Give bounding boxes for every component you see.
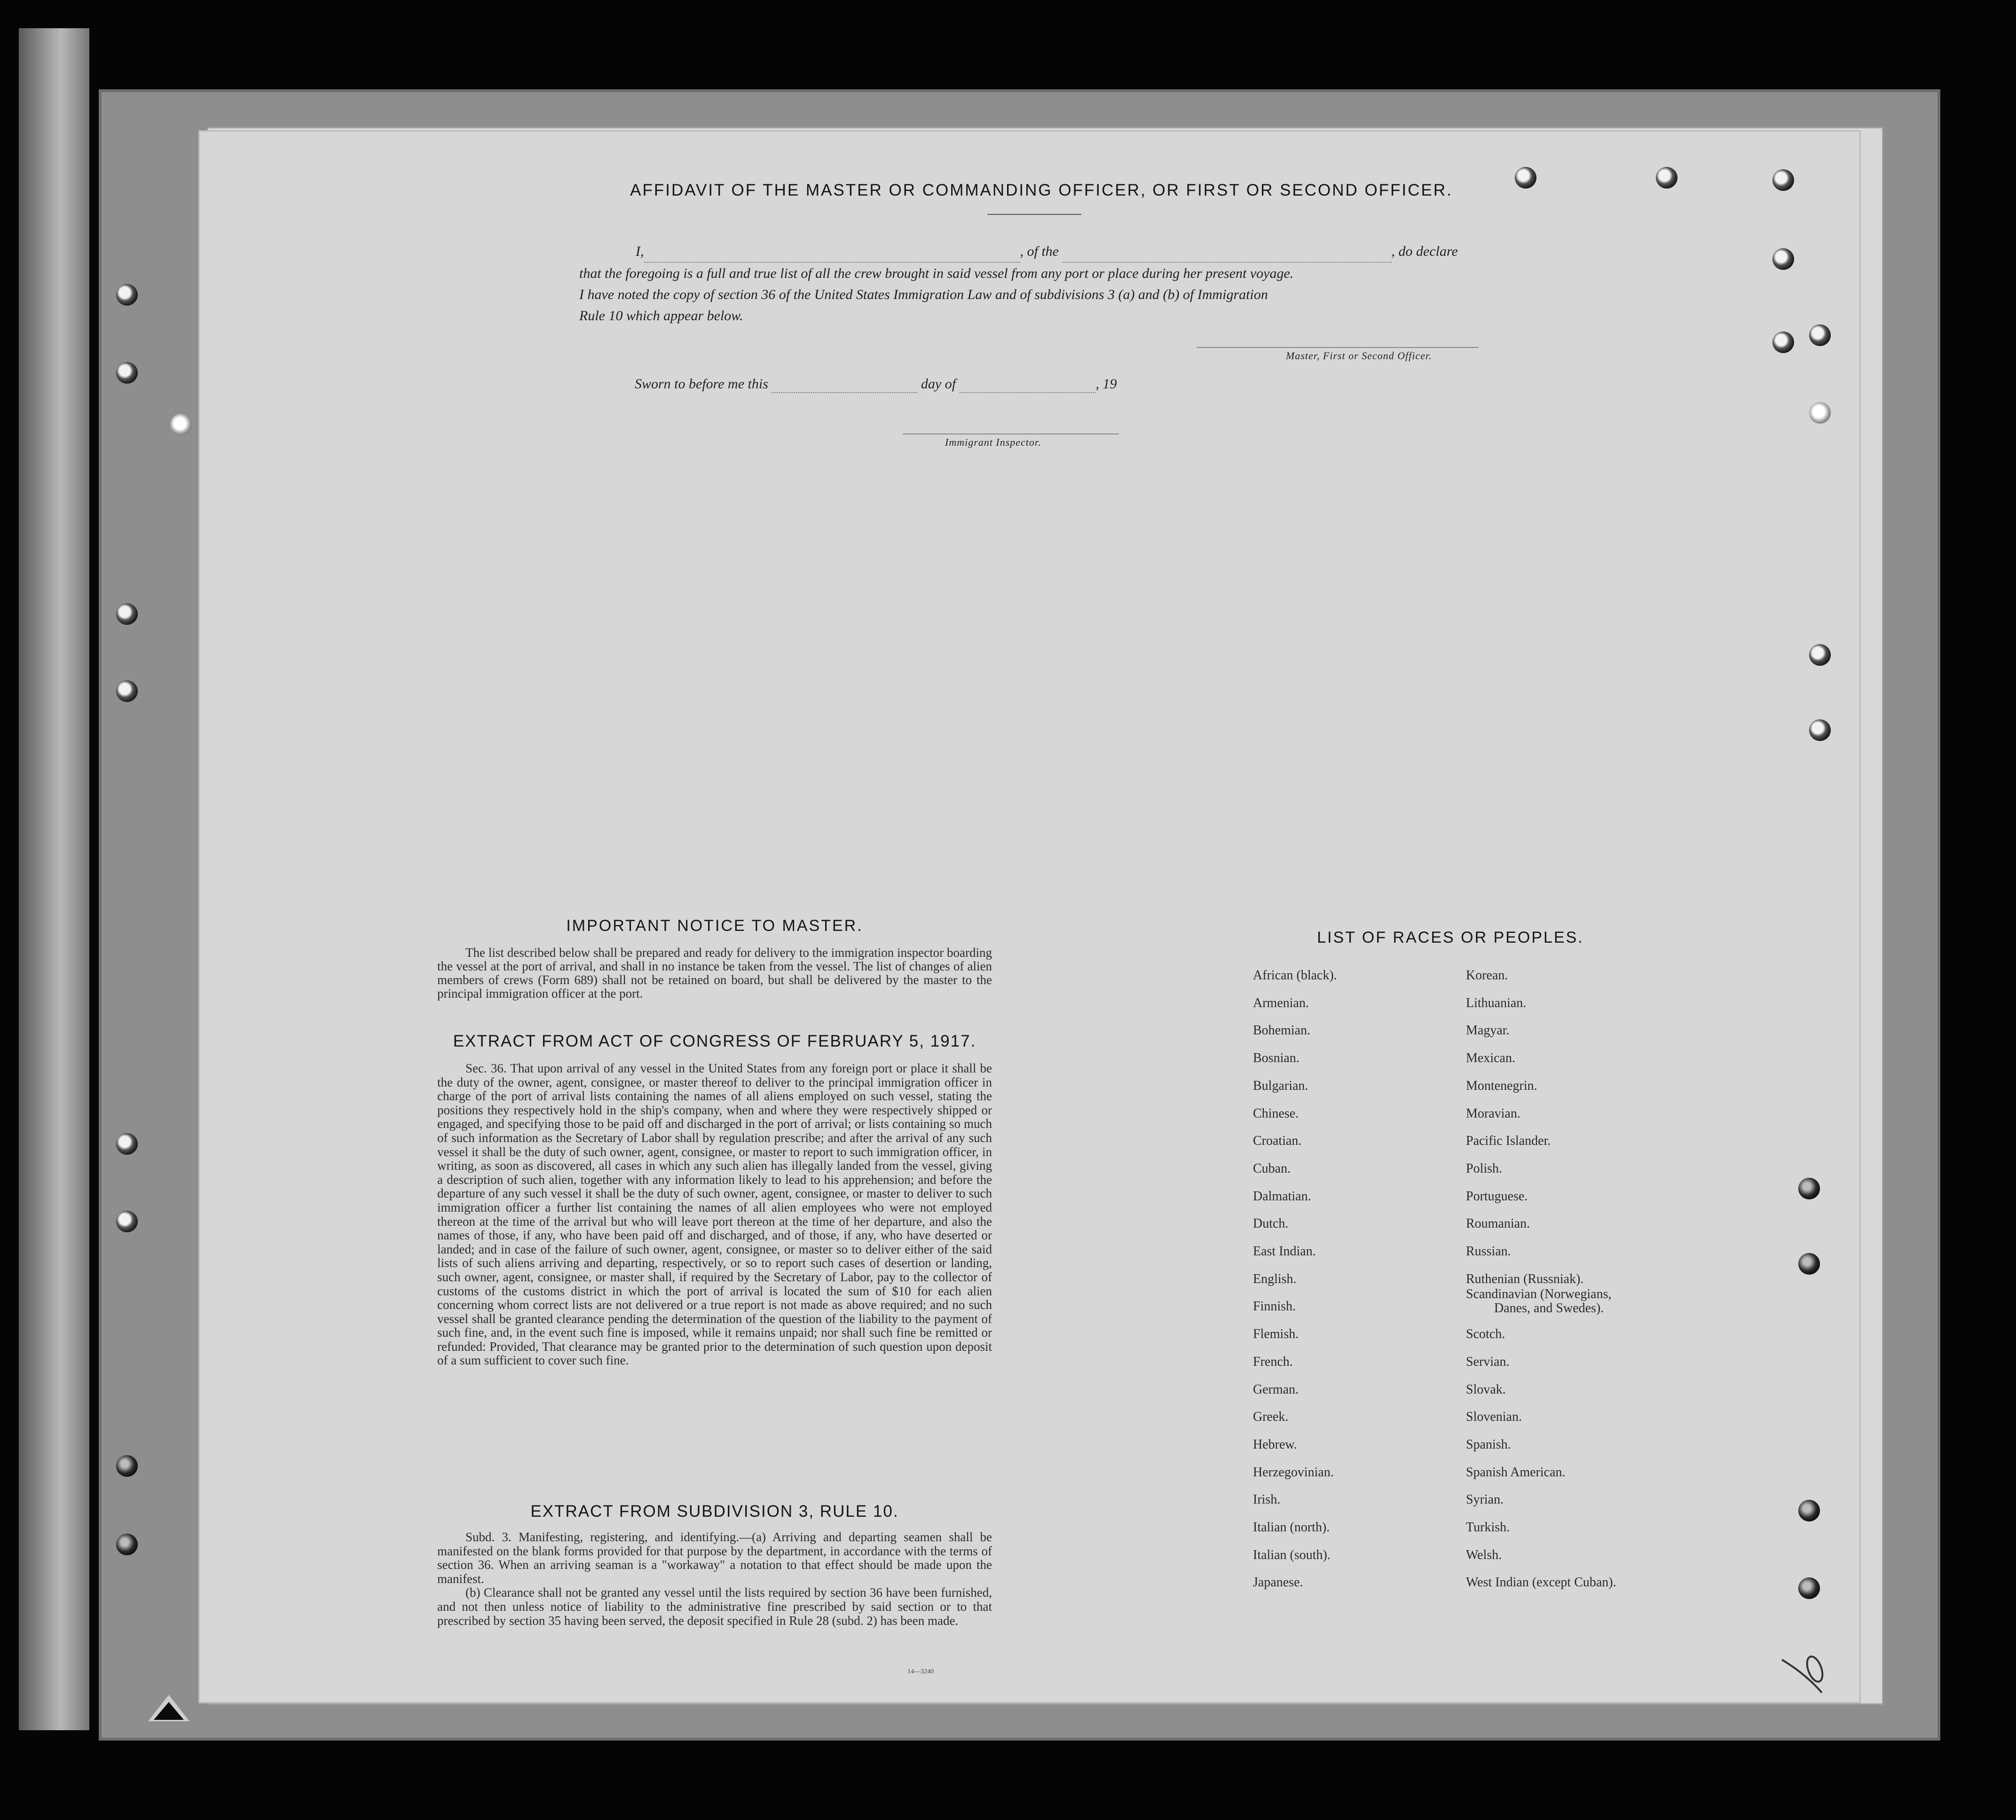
races-title: LIST OF RACES OR PEOPLES. <box>1317 929 1584 946</box>
affidavit-title: AFFIDAVIT OF THE MASTER OR COMMANDING OFFICER, OR FIRST OR SECOND OFFICER. <box>630 181 1453 199</box>
corner-triangle-inner <box>154 1702 184 1720</box>
punch-hole-right-8 <box>1809 644 1831 666</box>
rule-10-para-b-text: (b) Clearance shall not be granted any vessel until the lists required by section 36 have been furnished, and not then unless notice of liability to the administrative fine prescribed by said section or to that prescribed by section 35 having been served, the deposit specified in Rule 28 (subd. 2) has been made. <box>437 1585 992 1628</box>
race-item: East Indian. <box>1253 1244 1316 1259</box>
race-item: West Indian (except Cuban). <box>1466 1575 1616 1590</box>
binder-spine <box>19 28 89 1730</box>
race-item: German. <box>1253 1382 1299 1397</box>
punch-hole-right-2 <box>1656 167 1677 189</box>
race-item: Chinese. <box>1253 1106 1299 1121</box>
inspector-label: Immigrant Inspector. <box>945 436 1041 448</box>
sworn-day-field[interactable] <box>772 376 917 393</box>
notice-text <box>437 946 992 1001</box>
race-item: Magyar. <box>1466 1023 1510 1038</box>
race-item: Croatian. <box>1253 1134 1302 1149</box>
affidavit-do-declare: , do declare <box>1391 244 1458 259</box>
race-item: Japanese. <box>1253 1575 1303 1590</box>
rule-10-para-a <box>437 1530 992 1586</box>
race-item: Hebrew. <box>1253 1437 1297 1452</box>
inspector-signature-line[interactable] <box>903 433 1119 434</box>
race-item: Italian (north). <box>1253 1520 1330 1535</box>
punch-hole-left-6 <box>116 1133 138 1155</box>
race-item: Roumanian. <box>1466 1216 1530 1231</box>
race-item: Scandinavian (Norwegians, <box>1466 1286 1612 1301</box>
form-number: 14—3240 <box>907 1668 934 1675</box>
affidavit-line-3: I have noted the copy of section 36 of the United States Immigration Law and of subdivisions 3 (a) and (b) of Immigration <box>579 287 1268 302</box>
punch-hole-left-8 <box>116 1455 138 1477</box>
punch-hole-right-7 <box>1809 402 1831 424</box>
punch-hole-left-3 <box>170 414 192 435</box>
race-item: Spanish American. <box>1466 1465 1566 1480</box>
race-item: Armenian. <box>1253 995 1309 1010</box>
sworn-day-of: day of <box>921 376 956 392</box>
race-item: Montenegrin. <box>1466 1078 1537 1093</box>
race-item: English. <box>1253 1271 1297 1286</box>
race-item: Slovak. <box>1466 1382 1506 1397</box>
race-item: Turkish. <box>1466 1520 1510 1535</box>
race-item: Portuguese. <box>1466 1189 1528 1204</box>
race-item: Slovenian. <box>1466 1410 1522 1425</box>
sworn-line <box>635 376 1246 393</box>
race-item: Bulgarian. <box>1253 1078 1308 1093</box>
punch-hole-right-9 <box>1809 719 1831 741</box>
race-item: Dalmatian. <box>1253 1189 1311 1204</box>
affidavit-of-the: , of the <box>1020 244 1059 259</box>
race-item: Moravian. <box>1466 1106 1520 1121</box>
sworn-month-field[interactable] <box>960 376 1096 393</box>
race-item: Italian (south). <box>1253 1547 1331 1562</box>
master-name-field[interactable] <box>644 241 1020 263</box>
race-item: Lithuanian. <box>1466 995 1527 1010</box>
rule-10-para-b <box>437 1586 992 1628</box>
notice-title: IMPORTANT NOTICE TO MASTER. <box>566 917 863 935</box>
race-item: African (black). <box>1253 968 1337 983</box>
affidavit-line-4: Rule 10 which appear below. <box>579 308 743 323</box>
punch-hole-left-7 <box>116 1211 138 1232</box>
race-item: Russian. <box>1466 1244 1511 1259</box>
sworn-year-prefix: , 19 <box>1095 376 1117 392</box>
punch-hole-left-1 <box>116 284 138 306</box>
race-item: Bohemian. <box>1253 1023 1311 1038</box>
section-36-body: Sec. 36. That upon arrival of any vessel in the United States from any foreign port or place it shall be the duty of the owner, agent, consignee, or master thereof to deliver to the principal immigration officer in charge of the port of arrival lists containing the names of all aliens employed on such vessel, stating the positions they respectively hold in the ship's company, when and where they were respectively shipped or engaged, and specifying those to be paid off and discharged in the port of arrival; or lists containing so much of such information as the Secretary of Labor shall by regulation prescribe; and after the arrival of any such vessel it shall be the duty of such owner, agent, consignee, or master to report to such immigration officer, in writing, as soon as discovered, all cases in which any such alien has illegally landed from the vessel, giving a description of such alien, together with any information likely to lead to his apprehension; and before the departure of any such vessel it shall be the duty of such owner, agent, consignee, or master to deliver to such immigration officer a further list containing the names of all alien employees who were not employed thereon at the time of the arrival but who will leave port thereon at the time of her departure, and also the names of those, if any, who have been paid off and discharged, and of those, if any, who have deserted or landed; and in case of the failure of such owner, agent, consignee, or master so to deliver either of the said lists of such aliens arriving and departing, respectively, or so to report such cases of desertion or landing, such owner, agent, consignee, or master shall, if required by the Secretary of Labor, pay to the collector of customs of the customs district in which the port of arrival is located the sum of $10 for each alien concerning whom correct lists are not delivered or a true report is not made as above required; and no such vessel shall be granted clearance pending the determination of the question of the liability to the payment of such fine, and, in the event such fine is imposed, while it remains unpaid; nor shall such fine be remitted or refunded: Provided, That clearance may be granted prior to the determination of such question upon deposit of a sum sufficient to cover such fine. <box>437 1061 992 1368</box>
race-item: Flemish. <box>1253 1327 1299 1342</box>
race-item: French. <box>1253 1354 1293 1369</box>
race-item: Herzegovinian. <box>1253 1465 1334 1480</box>
title-rule <box>987 214 1081 215</box>
race-item: Mexican. <box>1466 1051 1515 1066</box>
race-item: Servian. <box>1466 1354 1510 1369</box>
race-item: Bosnian. <box>1253 1051 1299 1066</box>
notice-body: The list described below shall be prepared and ready for delivery to the immigration inspector boarding the vessel at the port of arrival, and shall in no instance be taken from the vessel. The list of changes of alien members of crews (Form 689) shall not be retained on board, but shall be delivered by the master to the principal immigration officer at the port. <box>437 945 992 1001</box>
race-item: Syrian. <box>1466 1492 1504 1507</box>
race-item: Polish. <box>1466 1161 1503 1176</box>
sworn-label: Sworn to before me this <box>635 376 768 392</box>
punch-hole-right-3 <box>1772 169 1794 191</box>
punch-hole-left-5 <box>116 680 138 702</box>
race-item: Scotch. <box>1466 1327 1505 1342</box>
master-signature-label: Master, First or Second Officer. <box>1286 350 1432 362</box>
affidavit-body <box>579 241 1501 326</box>
race-item: Danes, and Swedes). <box>1494 1300 1604 1316</box>
punch-hole-right-11 <box>1798 1253 1820 1275</box>
race-item: Korean. <box>1466 968 1508 983</box>
master-signature-line[interactable] <box>1197 347 1479 348</box>
punch-hole-right-4 <box>1772 248 1794 270</box>
punch-hole-left-2 <box>116 362 138 384</box>
race-item: Welsh. <box>1466 1547 1502 1562</box>
punch-hole-right-1 <box>1515 167 1536 189</box>
race-item: Dutch. <box>1253 1216 1289 1231</box>
race-item: Ruthenian (Russniak). <box>1466 1271 1584 1286</box>
race-item: Pacific Islander. <box>1466 1134 1551 1149</box>
race-item: Spanish. <box>1466 1437 1511 1452</box>
punch-hole-right-13 <box>1798 1577 1820 1599</box>
rule-10-para-a-text: Subd. 3. Manifesting, registering, and identifying.—(a) Arriving and departing seamen shall be manifested on the blank forms provided for that purpose by the department, in accordance with the terms of section 36. When an arriving seaman is a "workaway" a notation to that effect should be made upon the manifest. <box>437 1530 992 1586</box>
pencil-annotation <box>1777 1641 1834 1697</box>
rule-extract-title: EXTRACT FROM SUBDIVISION 3, RULE 10. <box>530 1502 899 1521</box>
race-item: Greek. <box>1253 1410 1289 1425</box>
affidavit-line-1 <box>579 241 1501 263</box>
punch-hole-right-10 <box>1798 1178 1820 1199</box>
punch-hole-right-5 <box>1772 331 1794 353</box>
section-36-text <box>437 1062 992 1368</box>
race-item: Finnish. <box>1253 1299 1296 1314</box>
race-item: Irish. <box>1253 1492 1281 1507</box>
act-extract-title: EXTRACT FROM ACT OF CONGRESS OF FEBRUARY 5, 1917. <box>453 1032 976 1050</box>
affidavit-line-2: that the foregoing is a full and true list of all the crew brought in said vessel from any port or place during her present voyage. <box>579 266 1294 281</box>
punch-hole-right-12 <box>1798 1500 1820 1521</box>
punch-hole-right-6 <box>1809 324 1831 346</box>
race-item: Cuban. <box>1253 1161 1291 1176</box>
vessel-name-field[interactable] <box>1063 241 1392 263</box>
punch-hole-left-9 <box>116 1534 138 1555</box>
affidavit-i-label: I, <box>636 244 644 259</box>
rule-10-text <box>437 1530 992 1628</box>
punch-hole-left-4 <box>116 603 138 625</box>
